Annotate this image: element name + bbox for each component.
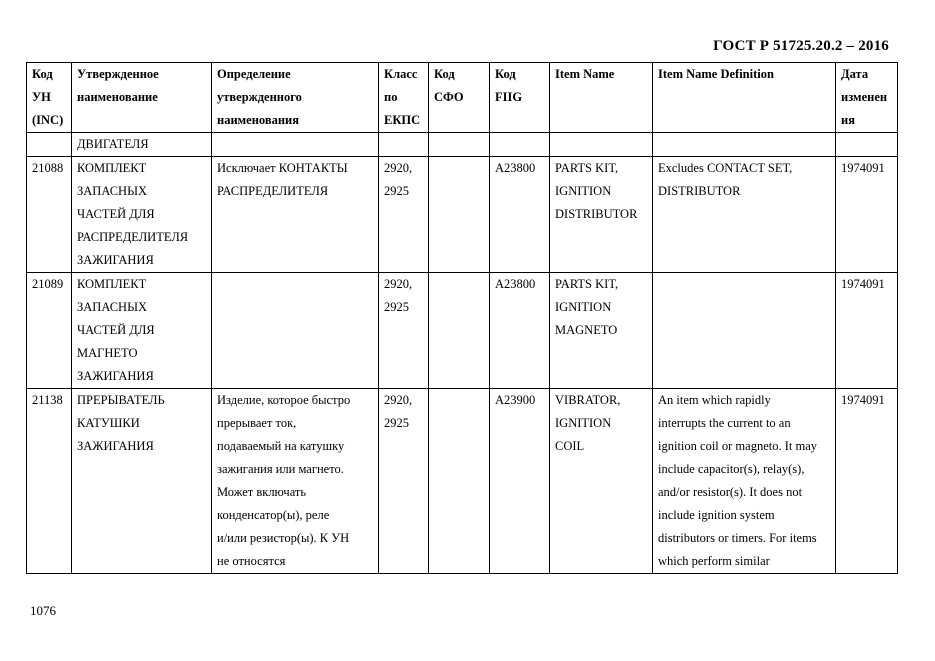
table-cell <box>490 133 550 157</box>
table-cell: ДВИГАТЕЛЯ <box>72 133 212 157</box>
table-header-row <box>27 63 898 133</box>
table-cell <box>429 273 490 389</box>
header-class: Класс по ЕКПС <box>379 63 429 133</box>
table-cell: 1974091 <box>836 273 898 389</box>
table-cell <box>212 133 379 157</box>
table-cell <box>429 133 490 157</box>
table-row <box>27 157 898 273</box>
table-cell: 21089 <box>27 273 72 389</box>
table-cell: PARTS KIT, IGNITION MAGNETO <box>550 273 653 389</box>
table-cell <box>550 133 653 157</box>
table-cell <box>653 273 836 389</box>
table-cell: A23800 <box>490 273 550 389</box>
table-cell: КОМПЛЕКТ ЗАПАСНЫХ ЧАСТЕЙ ДЛЯ МАГНЕТО ЗАЖИГАНИЯ <box>72 273 212 389</box>
table-cell: 21138 <box>27 389 72 574</box>
header-item-name: Item Name <box>550 63 653 133</box>
header-change-date: Дата изменен ия <box>836 63 898 133</box>
table-cell: 1974091 <box>836 157 898 273</box>
table-cell: An item which rapidly interrupts the current to an ignition coil or magneto. It may include capacitor(s), relay(s), and/or resistor(s). It does not include ignition system distributors or timers. For items which perform similar <box>653 389 836 574</box>
table-cell: 2920, 2925 <box>379 389 429 574</box>
table-row <box>27 133 898 157</box>
table-cell <box>429 389 490 574</box>
table-cell: Изделие, которое быстро прерывает ток, подаваемый на катушку зажигания или магнето. Может включать конденсатор(ы), реле и/или резистор(ы). К УН не относятся <box>212 389 379 574</box>
table-cell: VIBRATOR, IGNITION COIL <box>550 389 653 574</box>
header-name-definition: Определение утвержденного наименования <box>212 63 379 133</box>
table-cell: ПРЕРЫВАТЕЛЬ КАТУШКИ ЗАЖИГАНИЯ <box>72 389 212 574</box>
table-cell: 21088 <box>27 157 72 273</box>
header-inc-code: Код УН (INC) <box>27 63 72 133</box>
table-cell: A23900 <box>490 389 550 574</box>
table-cell: КОМПЛЕКТ ЗАПАСНЫХ ЧАСТЕЙ ДЛЯ РАСПРЕДЕЛИТЕЛЯ ЗАЖИГАНИЯ <box>72 157 212 273</box>
table-cell <box>429 157 490 273</box>
table-cell <box>836 133 898 157</box>
table-cell: PARTS KIT, IGNITION DISTRIBUTOR <box>550 157 653 273</box>
header-sfo-code: Код СФО <box>429 63 490 133</box>
table-cell: Исключает КОНТАКТЫ РАСПРЕДЕЛИТЕЛЯ <box>212 157 379 273</box>
header-approved-name: Утвержденное наименование <box>72 63 212 133</box>
table-cell <box>27 133 72 157</box>
table-cell <box>212 273 379 389</box>
table-cell: 1974091 <box>836 389 898 574</box>
header-fiig-code: Код FIIG <box>490 63 550 133</box>
table-cell: 2920, 2925 <box>379 273 429 389</box>
table-cell <box>653 133 836 157</box>
catalog-table <box>26 62 898 574</box>
table-cell: Excludes CONTACT SET, DISTRIBUTOR <box>653 157 836 273</box>
document-title: ГОСТ Р 51725.20.2 – 2016 <box>713 38 889 54</box>
table-cell <box>379 133 429 157</box>
table-cell: A23800 <box>490 157 550 273</box>
header-item-name-definition: Item Name Definition <box>653 63 836 133</box>
table-cell: 2920, 2925 <box>379 157 429 273</box>
page-number: 1076 <box>30 603 56 618</box>
table-row <box>27 389 898 574</box>
table-row <box>27 273 898 389</box>
